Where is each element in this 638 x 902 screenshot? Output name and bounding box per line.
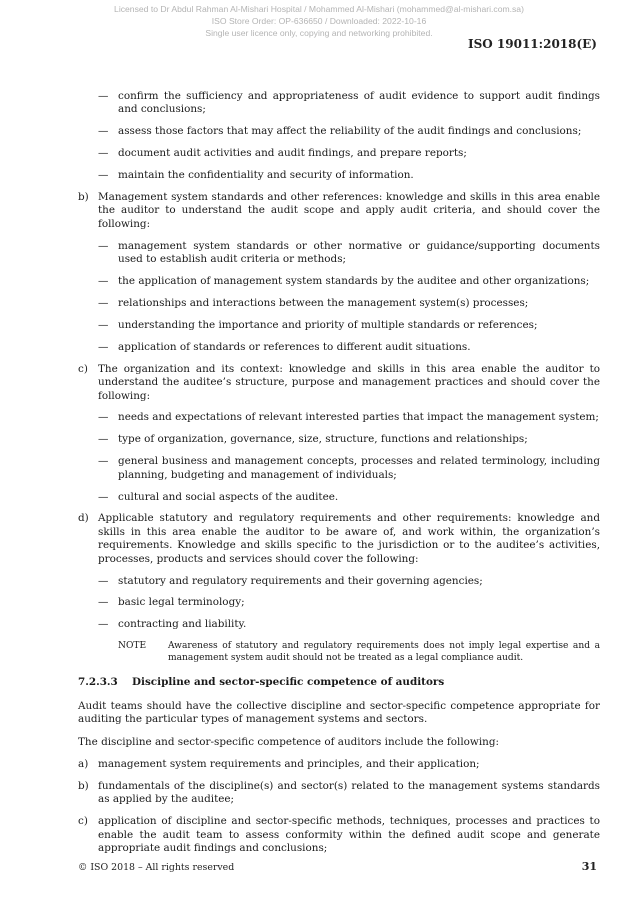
item-text: application of discipline and sector-specific methods, techniques, processes and practices to enable the audit team to assess conformity within the defined audit scope and generate appropriate audit findings and conclusions; bbox=[98, 815, 600, 854]
list-item-text: basic legal terminology; bbox=[118, 596, 245, 609]
license-watermark bbox=[0, 3, 638, 39]
lettered-item bbox=[78, 191, 600, 231]
watermark-line: ISO Store Order: OP-636650 / Downloaded: 2022-10-16 bbox=[211, 16, 427, 26]
list-item-text: cultural and social aspects of the auditee. bbox=[118, 490, 339, 503]
list-item-text: management system standards or other normative or guidance/supporting documents used to establish audit criteria or methods; bbox=[118, 239, 600, 266]
dash-marker: — bbox=[98, 618, 109, 631]
list-item-text: needs and expectations of relevant interested parties that impact the management system; bbox=[118, 411, 599, 424]
section-heading bbox=[78, 676, 600, 689]
list-item-text: type of organization, governance, size, structure, functions and relationships; bbox=[118, 433, 528, 446]
lettered-item bbox=[78, 815, 600, 855]
list-item-text: understanding the importance and priority of multiple standards or references; bbox=[118, 318, 538, 331]
section-title: Discipline and sector-specific competence of auditors bbox=[132, 676, 445, 689]
standard-header: ISO 19011:2018(E) bbox=[468, 37, 597, 51]
item-letter: c) bbox=[78, 815, 88, 828]
list-item bbox=[98, 240, 600, 267]
paragraph: The discipline and sector-specific competence of auditors include the following: bbox=[78, 735, 499, 748]
dash-marker: — bbox=[98, 455, 109, 468]
list-item bbox=[98, 297, 600, 310]
note-text: Awareness of statutory and regulatory requirements does not imply legal expertise and a management system audit should not be treated as a legal compliance audit. bbox=[168, 641, 600, 664]
list-item bbox=[98, 596, 600, 609]
lettered-item bbox=[78, 780, 600, 807]
item-text: Management system standards and other references: knowledge and skills in this area enable the auditor to understand the audit scope and apply audit criteria, and should cover the following: bbox=[98, 191, 600, 230]
dash-marker: — bbox=[98, 169, 109, 182]
dash-marker: — bbox=[98, 296, 109, 309]
list-item-text: contracting and liability. bbox=[118, 618, 247, 631]
lettered-item bbox=[78, 758, 600, 771]
list-item-text: the application of management system standards by the auditee and other organizations; bbox=[118, 275, 590, 288]
note bbox=[118, 640, 600, 664]
lettered-item bbox=[78, 512, 600, 566]
list-item bbox=[98, 125, 600, 138]
lettered-item bbox=[78, 363, 600, 403]
list-item bbox=[98, 90, 600, 117]
item-text: Applicable statutory and regulatory requirements and other requirements: knowledge and skills in this area enable the auditor to be aware of, and work within, the organization’s requirements. Knowledge and skills specific to the jurisdiction or to the auditee’s activities, processes, products and services should cover the following: bbox=[98, 512, 600, 565]
list-item bbox=[98, 341, 600, 354]
list-item bbox=[98, 575, 600, 588]
list-item bbox=[98, 169, 600, 182]
dash-marker: — bbox=[98, 340, 109, 353]
list-item bbox=[98, 147, 600, 160]
item-letter: b) bbox=[78, 191, 89, 204]
copyright-footer: © ISO 2018 – All rights reserved bbox=[78, 862, 235, 873]
dash-marker: — bbox=[98, 411, 109, 424]
list-item-text: assess those factors that may affect the reliability of the audit findings and conclusions; bbox=[118, 125, 582, 138]
list-item bbox=[98, 411, 600, 424]
item-text: management system requirements and principles, and their application; bbox=[98, 757, 480, 770]
dash-marker: — bbox=[98, 239, 109, 252]
dash-marker: — bbox=[98, 90, 109, 102]
note-label: NOTE bbox=[118, 641, 147, 652]
list-item-text: relationships and interactions between the management system(s) processes; bbox=[118, 296, 529, 309]
dash-marker: — bbox=[98, 147, 109, 160]
item-letter: d) bbox=[78, 512, 89, 525]
dash-marker: — bbox=[98, 433, 109, 446]
list-item-text: application of standards or references to different audit situations. bbox=[118, 340, 471, 353]
page-content bbox=[78, 90, 600, 864]
section-number: 7.2.3.3 bbox=[78, 676, 118, 689]
list-item-text: confirm the sufficiency and appropriateness of audit evidence to support audit findings and conclusions; bbox=[118, 90, 600, 116]
item-letter: b) bbox=[78, 779, 89, 792]
watermark-line: Licensed to Dr Abdul Rahman Al-Mishari Hospital / Mohammed Al-Mishari (mohammed@al-mishari.com.sa) bbox=[114, 4, 524, 14]
list-item-text: maintain the confidentiality and security of information. bbox=[118, 169, 414, 182]
dash-marker: — bbox=[98, 275, 109, 288]
list-item-text: document audit activities and audit findings, and prepare reports; bbox=[118, 147, 467, 160]
dash-marker: — bbox=[98, 490, 109, 503]
dash-marker: — bbox=[98, 574, 109, 587]
list-item bbox=[98, 491, 600, 504]
list-item bbox=[98, 455, 600, 482]
list-item bbox=[98, 433, 600, 446]
dash-marker: — bbox=[98, 318, 109, 331]
list-item-text: statutory and regulatory requirements and their governing agencies; bbox=[118, 574, 483, 587]
item-letter: c) bbox=[78, 362, 88, 375]
page-number: 31 bbox=[581, 860, 597, 873]
list-item bbox=[98, 618, 600, 631]
dash-marker: — bbox=[98, 596, 109, 609]
item-letter: a) bbox=[78, 757, 89, 770]
watermark-line: Single user licence only, copying and networking prohibited. bbox=[205, 28, 433, 38]
item-text: The organization and its context: knowledge and skills in this area enable the auditor to understand the auditee’s structure, purpose and management practices and should cover the following: bbox=[98, 362, 600, 402]
list-item-text: general business and management concepts, processes and related terminology, including planning, budgeting and management of individuals; bbox=[118, 455, 600, 481]
list-item bbox=[98, 275, 600, 288]
dash-marker: — bbox=[98, 125, 109, 138]
paragraph: Audit teams should have the collective discipline and sector-specific competence appropriate for auditing the particular types of management systems and sectors. bbox=[78, 699, 600, 726]
item-text: fundamentals of the discipline(s) and sector(s) related to the management systems standards as applied by the auditee; bbox=[98, 779, 600, 806]
list-item bbox=[98, 319, 600, 332]
